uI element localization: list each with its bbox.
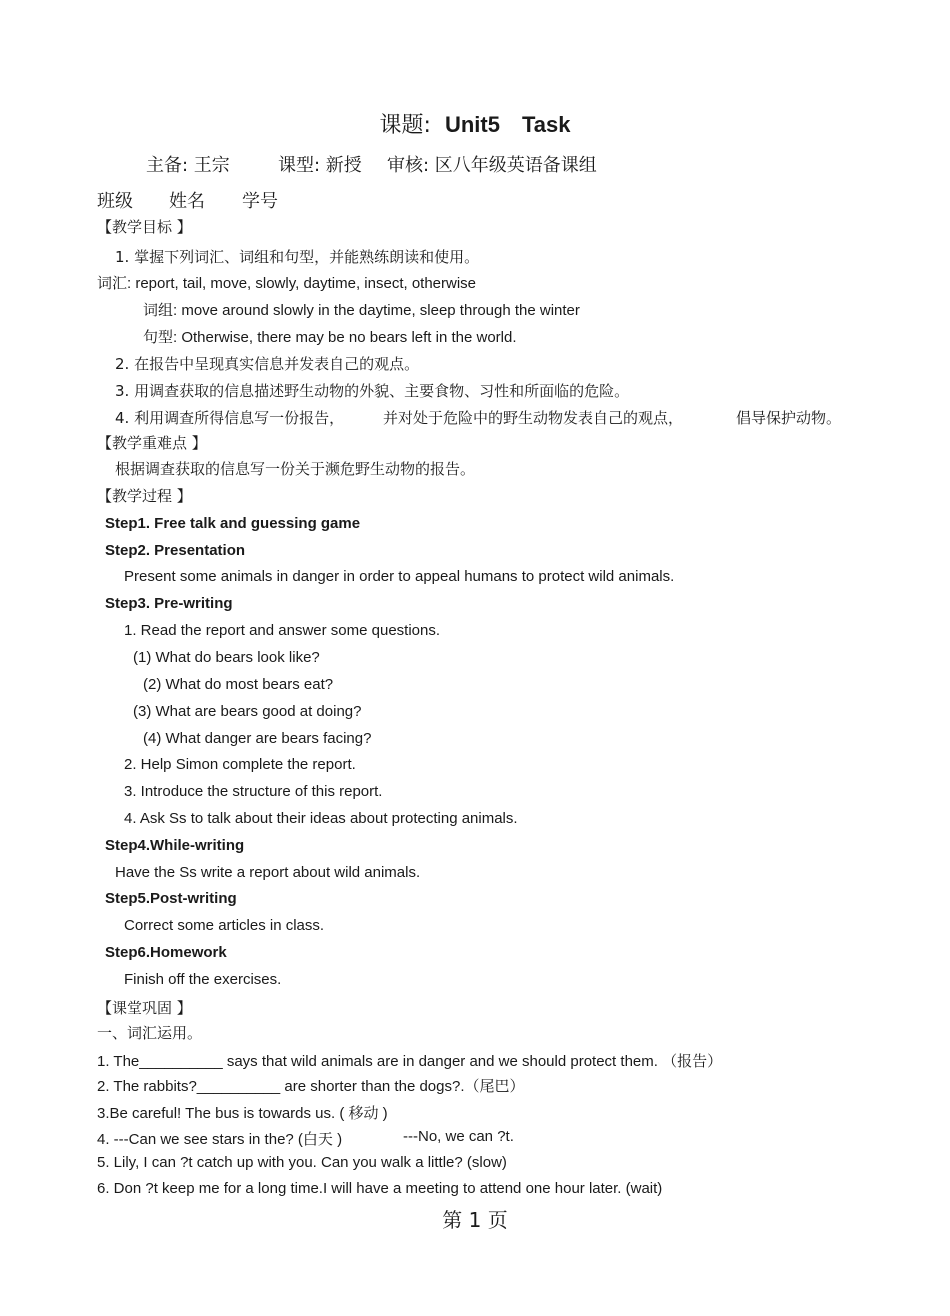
step3-item-2: 2. Help Simon complete the report. [124, 756, 356, 773]
step3-heading: Step3. Pre-writing [105, 595, 233, 612]
meta-kexing: 课型: 新授 [278, 155, 362, 176]
exercise-5: 5. Lily, I can ?t catch up with you. Can you walk a little? (slow) [97, 1154, 507, 1171]
meta-shenhe: 审核: 区八年级英语备课组 [387, 155, 597, 176]
step3-item-4: 4. Ask Ss to talk about their ideas about protecting animals. [124, 810, 518, 827]
step2-text: Present some animals in danger in order to appeal humans to protect wild animals. [124, 568, 675, 585]
section-vocab-use: 一、词汇运用。 [97, 1024, 203, 1042]
objectives-heading: 【教学目标 】 [97, 218, 192, 236]
step2-heading: Step2. Presentation [105, 542, 246, 559]
step6-heading: Step6.Homework [105, 944, 227, 961]
page-number: 第 1 页 [442, 1208, 508, 1232]
field-xuehao: 学号 [242, 191, 278, 212]
objective-item-4b: 并对处于危险中的野生动物发表自己的观点， [383, 409, 684, 427]
title-task: Task [521, 112, 571, 137]
title-unit: Unit5 [444, 112, 500, 137]
exercise-1: 1. The__________ says that wild animals are in danger and we should protect them. （报告） [97, 1053, 723, 1070]
step4-text: Have the Ss write a report about wild animals. [115, 864, 421, 881]
consolidation-heading: 【课堂巩固 】 [97, 999, 192, 1017]
question-3: (3) What are bears good at doing? [133, 703, 362, 720]
exercise-2: 2. The rabbits?__________ are shorter than the dogs?.（尾巴） [97, 1078, 525, 1095]
exercise-4b: ---No, we can ?t. [403, 1128, 514, 1145]
step4-heading: Step4.While-writing [105, 837, 245, 854]
question-1: (1) What do bears look like? [133, 649, 320, 666]
objective-item-4c: 倡导保护动物。 [736, 409, 842, 427]
exercise-3: 3.Be careful! The bus is towards us. ( 移动 ) [97, 1105, 388, 1122]
step3-item-1: 1. Read the report and answer some questions. [124, 622, 441, 639]
step6-text: Finish off the exercises. [124, 971, 282, 988]
objective-item-2: 2. 在报告中呈现真实信息并发表自己的观点。 [115, 355, 420, 373]
objective-phrases: 词组: move around slowly in the daytime, sleep through the winter [143, 302, 580, 319]
exercise-4a: 4. ---Can we see stars in the? (白天 ) [97, 1131, 343, 1148]
keypoints-text: 根据调查获取的信息写一份关于濒危野生动物的报告。 [115, 460, 476, 478]
process-heading: 【教学过程 】 [97, 487, 192, 505]
keypoints-heading: 【教学重难点 】 [97, 434, 207, 452]
meta-zhubei: 主备: 王宗 [146, 155, 230, 176]
step3-item-3: 3. Introduce the structure of this report. [124, 783, 383, 800]
step5-heading: Step5.Post-writing [105, 890, 237, 907]
field-xingming: 姓名 [169, 191, 205, 212]
objective-item-1: 1. 掌握下列词汇、词组和句型，并能熟练朗读和使用。 [115, 248, 480, 266]
title-prefix: 课题: [379, 113, 431, 138]
page-title [0, 108, 950, 139]
objective-item-3: 3. 用调查获取的信息描述野生动物的外貌、主要食物、习性和所面临的危险。 [115, 382, 630, 400]
objective-vocab: 词汇: report, tail, move, slowly, daytime, insect, otherwise [97, 275, 477, 292]
objective-item-4a: 4. 利用调查所得信息写一份报告， [115, 409, 345, 427]
field-banji: 班级 [97, 191, 133, 212]
question-2: (2) What do most bears eat? [143, 676, 334, 693]
exercise-6: 6. Don ?t keep me for a long time.I will have a meeting to attend one hour later. (wait) [97, 1180, 663, 1197]
step5-text: Correct some articles in class. [124, 917, 325, 934]
objective-sentence: 句型: Otherwise, there may be no bears left in the world. [143, 329, 517, 346]
step1-heading: Step1. Free talk and guessing game [105, 515, 361, 532]
question-4: (4) What danger are bears facing? [143, 730, 372, 747]
